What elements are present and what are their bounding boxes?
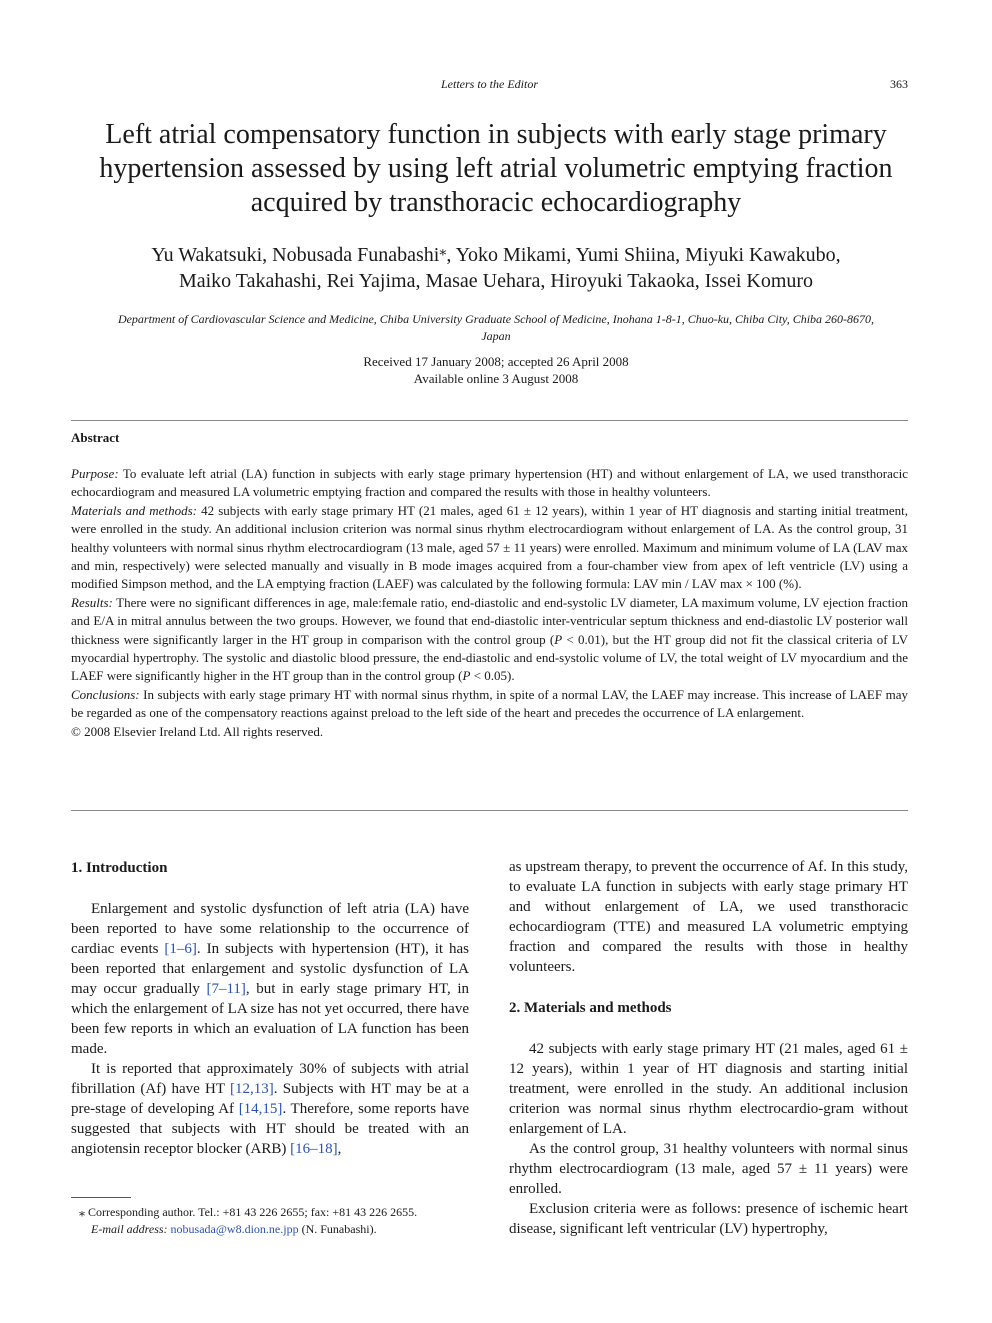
citation-link[interactable]: [12,13] bbox=[230, 1081, 274, 1097]
intro-p1-text-a: Enlargement and systolic dysfunction of left atria (LA) have been reported to have some relationship to the occurrence of cardiac events bbox=[71, 901, 469, 957]
received-date: Received 17 January 2008; accepted 26 April 2008 bbox=[363, 354, 629, 369]
authors-part-1: Yu Wakatsuki, Nobusada Funabashi bbox=[151, 244, 440, 266]
abstract-conclusions bbox=[71, 686, 908, 723]
intro-paragraph-continued: as upstream therapy, to prevent the occurrence of Af. In this study, to evaluate LA function in subjects with early stage primary HT and without enlargement of LA, we used transthoracic echocardiogram (TTE) and measured LA volumetric emptying fraction and compared the results with those in healthy volunteers. bbox=[509, 859, 908, 975]
copyright: © 2008 Elsevier Ireland Ltd. All rights reserved. bbox=[71, 723, 324, 739]
footnote-contact bbox=[71, 1204, 471, 1221]
intro-p2-text-a: It is reported that approximately 30% of subjects with atrial fibrillation (Af) have HT bbox=[71, 1061, 469, 1097]
authors-part-2: , Yoko Mikami, Yumi Shiina, Miyuki Kawakubo, bbox=[446, 244, 841, 266]
intro-p1-text-c: , but in early stage primary HT, in which the enlargement of LA size has not yet occurred, there have been few reports in which an evaluation of LA function has been made. bbox=[71, 981, 469, 1057]
footnote-mark: ⁎ bbox=[79, 1205, 85, 1219]
affiliation: Department of Cardiovascular Science and Medicine, Chiba University Graduate School of Medicine, Inohana 1-8-1, Chuo-ku, Chiba City, Chiba 260-8670, Japan bbox=[117, 312, 875, 343]
purpose-text: To evaluate left atrial (LA) function in subjects with early stage primary hypertension (HT) and without enlargement of LA, we used transthoracic echocardiogram and measured LA volumetric emptying fraction and compared the results with those in healthy volunteers. bbox=[71, 466, 908, 500]
article-history bbox=[200, 353, 792, 387]
author-line-2: Maiko Takahashi, Rei Yajima, Masae Uehara, Hiroyuki Takaoka, Issei Komuro bbox=[178, 270, 814, 292]
intro-paragraph-1 bbox=[71, 899, 469, 1059]
citation-link[interactable]: [7–11] bbox=[206, 981, 246, 997]
abstract-methods bbox=[71, 502, 908, 594]
results-label: Results: bbox=[71, 594, 113, 610]
results-p-symbol-1: P bbox=[554, 631, 563, 647]
section-heading-methods: 2. Materials and methods bbox=[509, 1000, 672, 1016]
section-heading-introduction: 1. Introduction bbox=[71, 860, 168, 876]
abstract-top-rule bbox=[71, 420, 908, 421]
abstract-results bbox=[71, 594, 908, 686]
citation-link[interactable]: [1–6] bbox=[164, 941, 197, 957]
intro-p2-text-d: , bbox=[337, 1141, 342, 1157]
author-line-1 bbox=[60, 242, 932, 268]
running-head bbox=[71, 77, 908, 93]
citation-link[interactable]: [16–18] bbox=[290, 1141, 338, 1157]
online-date: Available online 3 August 2008 bbox=[413, 371, 579, 386]
intro-p2-text-c: . Therefore, some reports have suggested that subjects with HT should be treated with an angiotensin receptor blocker (ARB) bbox=[71, 1101, 469, 1157]
abstract-purpose bbox=[71, 465, 908, 502]
intro-p2-text-b: . Subjects with HT may be at a pre-stage of developing Af bbox=[71, 1081, 469, 1117]
conclusions-label: Conclusions: bbox=[71, 686, 140, 702]
results-text-a: There were no significant differences in age, male:female ratio, end-diastolic and end-systolic LV diameter, LA maximum volume, LV ejection fraction and E/A in mitral annulus between the two groups. However, we found that end-diastolic inter-ventricular septum thickness and end-diastolic LV posterior wall thickness were significantly larger in the HT group in comparison with the control group ( bbox=[71, 594, 909, 647]
results-text-c: < 0.05). bbox=[470, 668, 515, 684]
right-column bbox=[509, 857, 908, 1239]
author-list bbox=[60, 242, 932, 294]
abstract-bottom-rule bbox=[71, 810, 908, 811]
methods-paragraph-2: As the control group, 31 healthy volunteers with normal sinus rhythm electrocardiogram (13 male, aged 57 ± 11 years) were enrolled. bbox=[509, 1141, 908, 1197]
email-suffix: (N. Funabashi). bbox=[298, 1222, 377, 1236]
running-title: Letters to the Editor bbox=[441, 77, 538, 91]
email-label: E-mail address: bbox=[91, 1222, 168, 1236]
abstract-heading: Abstract bbox=[71, 430, 120, 445]
footnote-contact-text: Corresponding author. Tel.: +81 43 226 2655; fax: +81 43 226 2655. bbox=[88, 1205, 418, 1219]
citation-link[interactable]: [14,15] bbox=[238, 1101, 283, 1117]
footnote-email bbox=[71, 1221, 471, 1238]
results-text-b: < 0.01), but the HT group did not fit the classical criteria of LV myocardial hypertrophy. The systolic and diastolic blood pressure, the end-diastolic and end-systolic volume of LV, the total weight of LV myocardium and the LAEF were significantly higher in the HT group than in the control group ( bbox=[71, 631, 908, 684]
email-link[interactable]: nobusada@w8.dion.ne.jpp bbox=[170, 1222, 299, 1236]
page-number: 363 bbox=[890, 77, 908, 91]
footnote-rule bbox=[71, 1197, 131, 1198]
footnote bbox=[71, 1204, 471, 1238]
article-title: Left atrial compensatory function in subjects with early stage primary hypertension assessed by using left atrial volumetric emptying fraction acquired by transthoracic echocardiography bbox=[99, 119, 893, 218]
results-p-symbol-2: P bbox=[462, 668, 471, 684]
methods-paragraph-3: Exclusion criteria were as follows: presence of ischemic heart disease, significant left ventricular (LV) hypertrophy, bbox=[509, 1201, 908, 1237]
corresponding-author-mark[interactable]: ⁎ bbox=[439, 244, 447, 259]
methods-text: 42 subjects with early stage primary HT (21 males, aged 61 ± 12 years), within 1 year of HT diagnosis and starting initial treatment, were enrolled in the study. An additional inclusion criterion was normal sinus rhythm electrocardiogram without enlargement of LA. As the control group, 31 healthy volunteers with normal sinus rhythm electrocardiogram (13 male, aged 57 ± 11 years) were enrolled. Maximum and minimum volume of LA (LAV max and min, respectively) were selected manually and visually in B mode images acquired from a four-chamber view from apex of left ventricle (LV) using a modified Simpson method, and the LA emptying fraction (LAEF) was calculated by the following formula: LAV min / LAV max × 100 (%). bbox=[71, 502, 909, 592]
abstract-body bbox=[71, 465, 908, 741]
methods-label: Materials and methods: bbox=[71, 502, 197, 518]
methods-paragraph-1: 42 subjects with early stage primary HT (21 males, aged 61 ± 12 years), within 1 year of HT diagnosis and starting initial treatment, were enrolled in the study. An additional inclusion criterion was normal sinus rhythm electrocardio-gram without enlargement of LA. bbox=[509, 1041, 908, 1137]
intro-p1-text-b: . In subjects with hypertension (HT), it has been reported that enlargement and systolic dysfunction of LA may occur gradually bbox=[71, 941, 469, 997]
left-column bbox=[71, 857, 469, 1159]
purpose-label: Purpose: bbox=[71, 466, 119, 481]
intro-paragraph-2 bbox=[71, 1059, 469, 1159]
conclusions-text: In subjects with early stage primary HT with normal sinus rhythm, in spite of a normal LAV, the LAEF may increase. This increase of LAEF may be regarded as one of the compensatory reactions against preload to the left side of the heart and precedes the occurrence of LA enlargement. bbox=[71, 686, 908, 721]
